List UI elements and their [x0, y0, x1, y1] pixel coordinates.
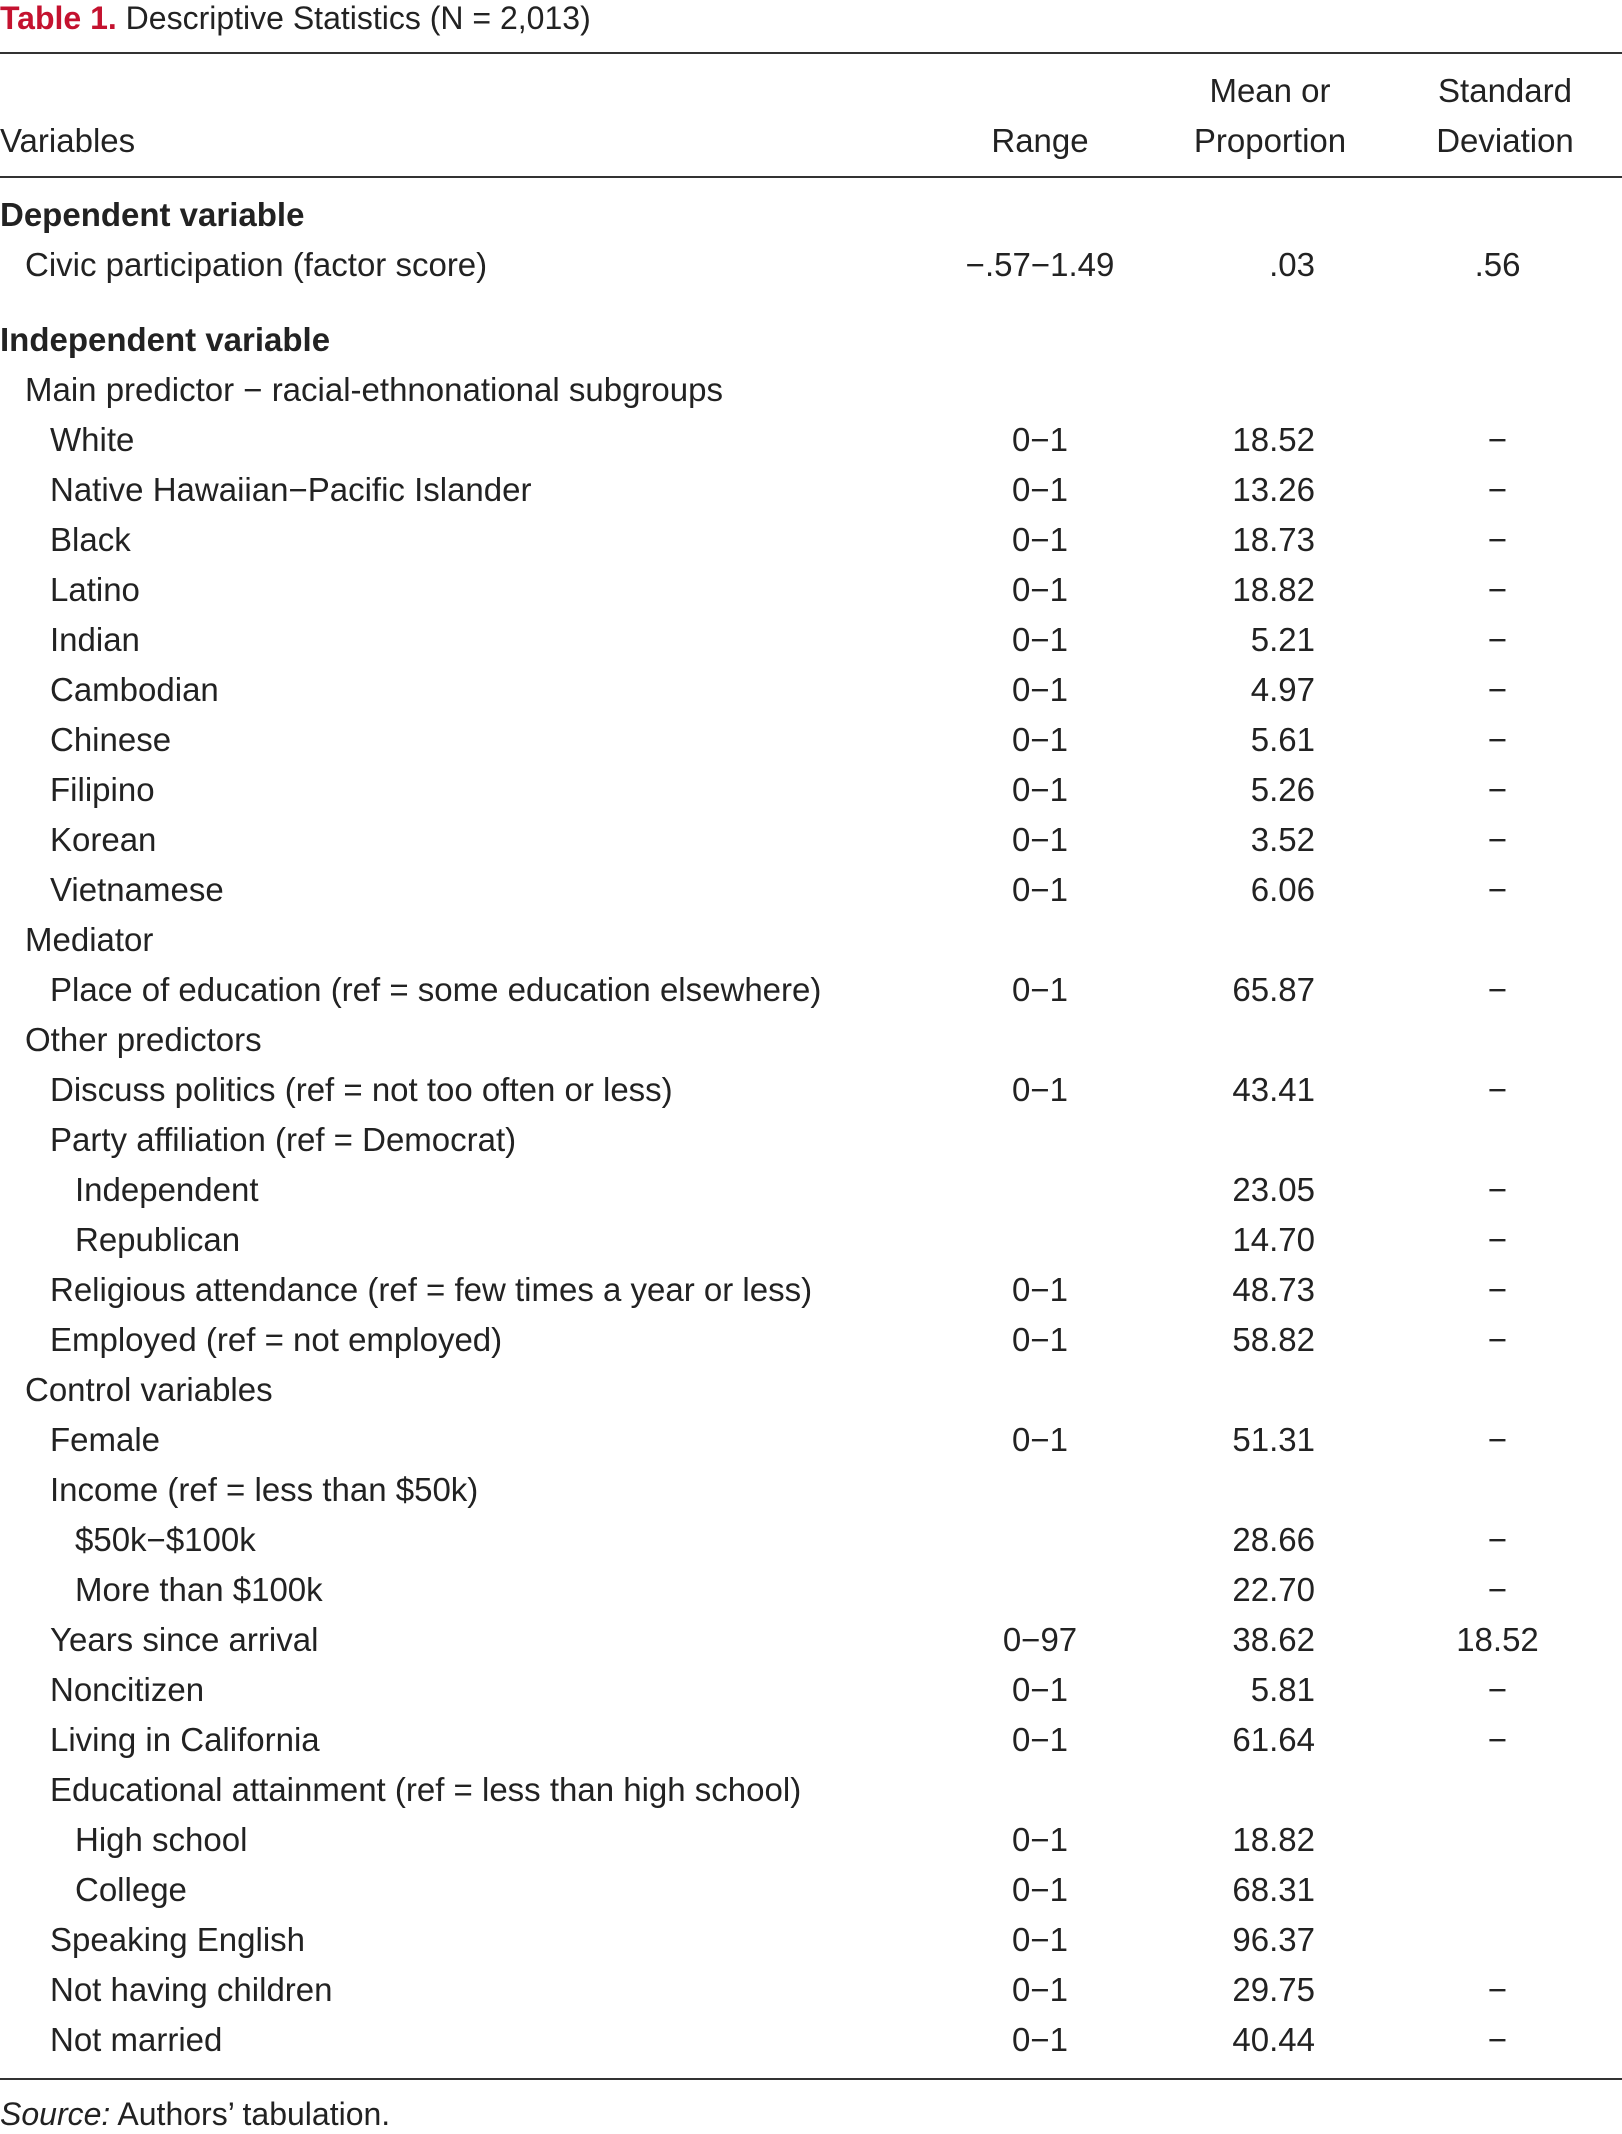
table-row — [0, 2015, 1622, 2065]
table-row — [0, 1515, 1622, 1565]
table-row — [0, 1915, 1622, 1965]
table-row — [0, 1565, 1622, 1615]
row-sd: − — [1487, 671, 1508, 708]
row-mean: 28.66 — [1232, 1521, 1315, 1558]
row-range: 0−97 — [1002, 1621, 1078, 1658]
row-mean: 18.82 — [1232, 571, 1315, 608]
row-sd: − — [1487, 821, 1508, 858]
header-range: Range — [991, 122, 1089, 159]
source-label: Source: — [0, 2096, 111, 2132]
row-range: 0−1 — [1012, 821, 1068, 858]
table-row — [0, 365, 1622, 415]
header-variables: Variables — [0, 122, 136, 159]
row-mean: 3.52 — [1250, 821, 1315, 858]
row-label: Vietnamese — [50, 871, 224, 908]
table-row — [0, 815, 1622, 865]
row-range: 0−1 — [1012, 971, 1068, 1008]
section-header-row — [0, 315, 1622, 365]
row-range: 0−1 — [1012, 2021, 1068, 2058]
row-range: 0−1 — [1012, 1421, 1068, 1458]
table-row — [0, 965, 1622, 1015]
table-row — [0, 1015, 1622, 1065]
table-row — [0, 715, 1622, 765]
table-row — [0, 765, 1622, 815]
row-sd: − — [1487, 1321, 1508, 1358]
table-row — [0, 1265, 1622, 1315]
table-row — [0, 1715, 1622, 1765]
table-number: Table 1. — [0, 0, 117, 36]
table-row — [0, 1165, 1622, 1215]
row-label: Income (ref = less than $50k) — [50, 1471, 479, 1508]
row-mean: 5.26 — [1250, 771, 1315, 808]
row-label: Cambodian — [50, 671, 219, 708]
row-sd: − — [1487, 421, 1508, 458]
row-sd: 18.52 — [1456, 1621, 1539, 1658]
row-label: Civic participation (factor score) — [25, 246, 488, 283]
row-label: Speaking English — [50, 1921, 306, 1958]
row-mean: 4.97 — [1250, 671, 1315, 708]
row-mean: 65.87 — [1232, 971, 1315, 1008]
row-label: Latino — [50, 571, 140, 608]
row-mean: 5.21 — [1250, 621, 1315, 658]
row-range: 0−1 — [1012, 1971, 1068, 2008]
row-mean: 43.41 — [1232, 1071, 1315, 1108]
row-mean: 6.06 — [1250, 871, 1315, 908]
row-label: Independent variable — [0, 321, 331, 358]
row-label: Living in California — [50, 1721, 320, 1758]
row-range: 0−1 — [1012, 1671, 1068, 1708]
row-mean: .03 — [1269, 246, 1315, 283]
table-row — [0, 240, 1622, 290]
row-sd: − — [1487, 721, 1508, 758]
table-row — [0, 1765, 1622, 1815]
section-header-row — [0, 190, 1622, 240]
row-sd: − — [1487, 1171, 1508, 1208]
row-sd: − — [1487, 621, 1508, 658]
row-sd: − — [1487, 1221, 1508, 1258]
row-range: 0−1 — [1012, 1871, 1068, 1908]
table-row — [0, 415, 1622, 465]
row-label: Korean — [50, 821, 157, 858]
row-mean: 5.81 — [1250, 1671, 1315, 1708]
table-source-note — [0, 2094, 390, 2134]
row-range: −.57−1.49 — [965, 246, 1115, 283]
row-mean: 22.70 — [1232, 1571, 1315, 1608]
row-range: 0−1 — [1012, 421, 1068, 458]
row-range: 0−1 — [1012, 1921, 1068, 1958]
table-row — [0, 1315, 1622, 1365]
header-sd-line2: Deviation — [1436, 122, 1574, 159]
table-header — [0, 54, 1622, 174]
table-row — [0, 615, 1622, 665]
header-sd-line1: Standard — [1438, 72, 1572, 109]
table-row — [0, 1815, 1622, 1865]
row-sd: − — [1487, 521, 1508, 558]
row-range: 0−1 — [1012, 471, 1068, 508]
row-sd: − — [1487, 571, 1508, 608]
row-mean: 51.31 — [1232, 1421, 1315, 1458]
row-label: White — [50, 421, 135, 458]
row-sd: − — [1487, 2021, 1508, 2058]
row-label: More than $100k — [75, 1571, 323, 1608]
table-row — [0, 915, 1622, 965]
table-row — [0, 1465, 1622, 1515]
table-row — [0, 665, 1622, 715]
row-label: High school — [75, 1821, 248, 1858]
row-label: Other predictors — [25, 1021, 262, 1058]
table-row — [0, 1615, 1622, 1665]
row-mean: 61.64 — [1232, 1721, 1315, 1758]
row-sd: − — [1487, 971, 1508, 1008]
row-mean: 14.70 — [1232, 1221, 1315, 1258]
row-mean: 68.31 — [1232, 1871, 1315, 1908]
row-mean: 13.26 — [1232, 471, 1315, 508]
row-label: Employed (ref = not employed) — [50, 1321, 503, 1358]
row-label: Black — [50, 521, 131, 558]
row-range: 0−1 — [1012, 1721, 1068, 1758]
table-row — [0, 1965, 1622, 2015]
table-body — [0, 190, 1622, 2065]
row-label: Dependent variable — [0, 196, 305, 233]
row-label: Independent — [75, 1171, 259, 1208]
row-sd: − — [1487, 1671, 1508, 1708]
table-row — [0, 1665, 1622, 1715]
row-range: 0−1 — [1012, 1321, 1068, 1358]
row-mean: 23.05 — [1232, 1171, 1315, 1208]
row-range: 0−1 — [1012, 1821, 1068, 1858]
row-label: Chinese — [50, 721, 172, 758]
table-row — [0, 465, 1622, 515]
row-label: Indian — [50, 621, 140, 658]
row-label: Religious attendance (ref = few times a year or less) — [50, 1271, 813, 1308]
row-sd: − — [1487, 1521, 1508, 1558]
row-range: 0−1 — [1012, 771, 1068, 808]
table-row — [0, 565, 1622, 615]
table-row — [0, 515, 1622, 565]
table-row — [0, 865, 1622, 915]
row-sd: − — [1487, 1071, 1508, 1108]
row-range: 0−1 — [1012, 1271, 1068, 1308]
row-mean: 48.73 — [1232, 1271, 1315, 1308]
row-range: 0−1 — [1012, 871, 1068, 908]
row-label: Filipino — [50, 771, 155, 808]
header-rule — [0, 176, 1622, 178]
row-sd: − — [1487, 1571, 1508, 1608]
row-mean: 5.61 — [1250, 721, 1315, 758]
table-row — [0, 1865, 1622, 1915]
row-sd: .56 — [1474, 246, 1521, 283]
row-label: Not married — [50, 2021, 223, 2058]
header-mean-line1: Mean or — [1209, 72, 1331, 109]
row-mean: 29.75 — [1232, 1971, 1315, 2008]
row-label: Control variables — [25, 1371, 273, 1408]
table-row — [0, 1415, 1622, 1465]
row-label: Discuss politics (ref = not too often or less) — [50, 1071, 673, 1108]
row-range: 0−1 — [1012, 521, 1068, 558]
table-row — [0, 1115, 1622, 1165]
row-label: Main predictor − racial-ethnonational subgroups — [25, 371, 723, 408]
row-sd: − — [1487, 1271, 1508, 1308]
row-label: Native Hawaiian−Pacific Islander — [50, 471, 532, 508]
row-range: 0−1 — [1012, 621, 1068, 658]
row-sd: − — [1487, 771, 1508, 808]
source-text: Authors’ tabulation. — [110, 2096, 391, 2132]
bottom-rule — [0, 2078, 1622, 2080]
row-sd: − — [1487, 1971, 1508, 2008]
table-row — [0, 1365, 1622, 1415]
row-label: College — [75, 1871, 187, 1908]
row-label: Mediator — [25, 921, 154, 958]
row-mean: 18.82 — [1232, 1821, 1315, 1858]
row-label: Not having children — [50, 1971, 333, 2008]
row-label: $50k−$100k — [75, 1521, 256, 1558]
row-mean: 58.82 — [1232, 1321, 1315, 1358]
row-mean: 96.37 — [1232, 1921, 1315, 1958]
row-label: Educational attainment (ref = less than high school) — [50, 1771, 802, 1808]
row-mean: 38.62 — [1232, 1621, 1315, 1658]
row-range: 0−1 — [1012, 571, 1068, 608]
row-label: Republican — [75, 1221, 241, 1258]
row-label: Female — [50, 1421, 161, 1458]
table-row — [0, 1065, 1622, 1115]
header-mean-line2: Proportion — [1193, 122, 1347, 159]
row-mean: 18.73 — [1232, 521, 1315, 558]
row-sd: − — [1487, 1721, 1508, 1758]
row-sd: − — [1487, 471, 1508, 508]
row-range: 0−1 — [1012, 671, 1068, 708]
row-label: Place of education (ref = some education elsewhere) — [50, 971, 822, 1008]
table-title: Descriptive Statistics (N = 2,013) — [125, 0, 591, 36]
row-label: Party affiliation (ref = Democrat) — [50, 1121, 517, 1158]
row-range: 0−1 — [1012, 721, 1068, 758]
row-label: Years since arrival — [50, 1621, 319, 1658]
row-mean: 18.52 — [1232, 421, 1315, 458]
table-row — [0, 1215, 1622, 1265]
row-sd: − — [1487, 871, 1508, 908]
row-mean: 40.44 — [1232, 2021, 1315, 2058]
row-sd: − — [1487, 1421, 1508, 1458]
row-label: Noncitizen — [50, 1671, 205, 1708]
row-range: 0−1 — [1012, 1071, 1068, 1108]
table-caption — [0, 0, 591, 36]
